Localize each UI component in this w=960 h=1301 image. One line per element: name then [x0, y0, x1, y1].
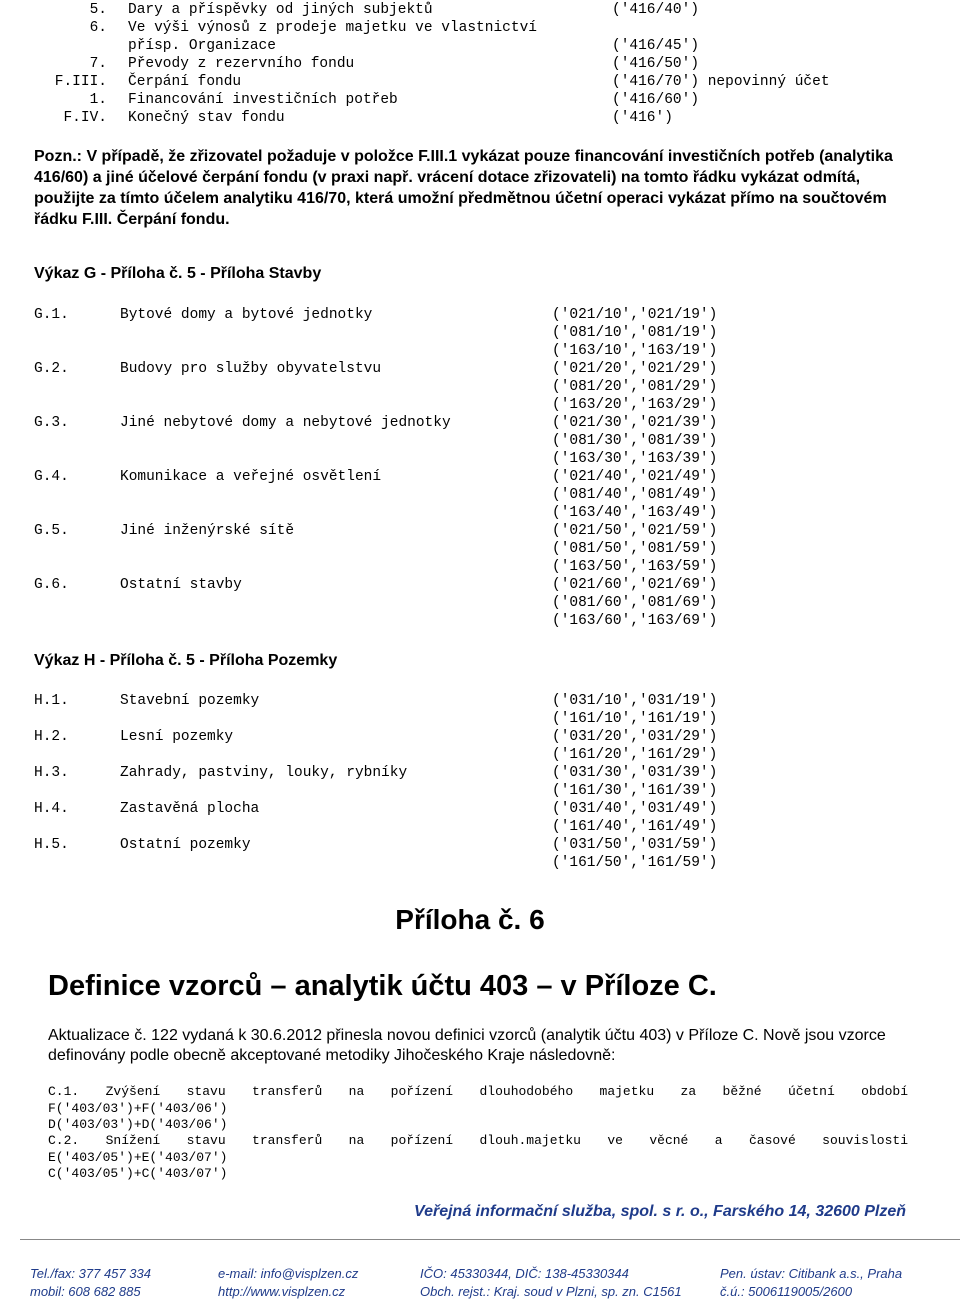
row-account: ('031/20','031/29') [552, 729, 718, 745]
update-paragraph: Aktualizace č. 122 vydaná k 30.6.2012 přinesla novou definici vzorců (analytik účtu 403) v Příloze C. Nově jsou vzorce definovány podle obecně akceptované metodiky Jihočeského Kraje následovně: [48, 1027, 886, 1064]
row-account: ('081/50','081/59') [552, 541, 718, 557]
row-account: ('163/60','163/69') [552, 613, 718, 629]
row-code: G.5. [34, 523, 69, 539]
formula-line: C('403/05')+C('403/07') [48, 1166, 228, 1181]
top-list-label: Ve výši výnosů z prodeje majetku ve vlastnictví [128, 20, 537, 36]
row-account: ('031/50','031/59') [552, 837, 718, 853]
row-account: ('161/50','161/59') [552, 855, 718, 871]
row-label: Lesní pozemky [120, 729, 234, 745]
top-list-label: Konečný stav fondu [128, 110, 285, 126]
footer-company: Veřejná informační služba, spol. s r. o., Farského 14, 32600 Plzeň [414, 1203, 907, 1220]
top-list-code: ('416/50') [612, 56, 700, 72]
formula-line: C.1. Zvýšení stavu transferů na pořízení dlouhodobého majetku za běžné účetní období [48, 1084, 908, 1099]
formula-line: E('403/05')+E('403/07') [48, 1150, 228, 1165]
row-label: Budovy pro služby obyvatelstvu [120, 361, 382, 377]
footer-phone: Tel./fax: 377 457 334 [30, 1266, 151, 1281]
footer-bank-name: Pen. ústav: Citibank a.s., Praha [720, 1266, 903, 1281]
top-list-label: Financování investičních potřeb [128, 92, 398, 108]
row-code: G.1. [34, 307, 69, 323]
footer-divider [20, 1239, 960, 1240]
footer-website[interactable]: http://www.visplzen.cz [218, 1284, 346, 1299]
row-code: G.4. [34, 469, 69, 485]
footer-contact-web [218, 1265, 358, 1301]
top-list-number: F.III. [54, 74, 107, 90]
formula-line: C.2. Snížení stavu transferů na pořízení dlouh.majetku ve věcné a časové souvislosti [48, 1133, 908, 1148]
footer-bank-account: č.ú.: 5006119005/2600 [720, 1284, 853, 1299]
section-h-heading: Výkaz H - Příloha č. 5 - Příloha Pozemky [34, 652, 338, 669]
note-paragraph [34, 146, 914, 230]
row-account: ('081/60','081/69') [552, 595, 718, 611]
footer-mobile: mobil: 608 682 885 [30, 1284, 141, 1299]
formula-line: D('403/03')+D('403/06') [48, 1117, 228, 1132]
row-account: ('021/40','021/49') [552, 469, 718, 485]
note-text: Pozn.: V případě, že zřizovatel požaduje v položce F.III.1 vykázat pouze financování investičních potřeb (analytika 416/60) a jiné účelové čerpání fondu (v praxi např. vrácení dotace zřizovateli) na tomto řádku vykázat odmítá, použijte za tímto účelem analytiku 416/70, která umožní předmětnou účetní operaci vykázat přímo na součtovém řádku F.III. Čerpání fondu. [34, 148, 893, 228]
appendix-title: Příloha č. 6 [395, 904, 545, 935]
top-list-label: přísp. Organizace [128, 38, 276, 54]
row-account: ('161/10','161/19') [552, 711, 718, 727]
top-list-code: ('416/60') [612, 92, 700, 108]
top-list-label: Převody z rezervního fondu [128, 56, 355, 72]
row-label: Ostatní pozemky [120, 837, 251, 853]
row-code: H.3. [34, 765, 69, 781]
top-list-number: 7. [89, 56, 107, 72]
row-account: ('021/30','021/39') [552, 415, 718, 431]
top-list-number: 1. [89, 92, 107, 108]
row-account: ('161/30','161/39') [552, 783, 718, 799]
row-account: ('161/20','161/29') [552, 747, 718, 763]
row-code: H.5. [34, 837, 69, 853]
row-label: Komunikace a veřejné osvětlení [120, 469, 382, 485]
footer-contact-phone [30, 1265, 151, 1301]
footer-registration [420, 1265, 682, 1301]
top-list-code: ('416/70') nepovinný účet [612, 74, 830, 90]
row-label: Zastavěná plocha [120, 801, 260, 817]
row-code: H.2. [34, 729, 69, 745]
row-account: ('163/50','163/59') [552, 559, 718, 575]
row-account: ('081/20','081/29') [552, 379, 718, 395]
footer-email[interactable]: e-mail: info@visplzen.cz [218, 1266, 359, 1281]
row-account: ('021/60','021/69') [552, 577, 718, 593]
row-account: ('161/40','161/49') [552, 819, 718, 835]
footer-bank [720, 1265, 902, 1301]
row-account: ('021/10','021/19') [552, 307, 718, 323]
row-code: H.1. [34, 693, 69, 709]
row-code: G.3. [34, 415, 69, 431]
row-account: ('021/20','021/29') [552, 361, 718, 377]
row-label: Zahrady, pastviny, louky, rybníky [120, 765, 408, 781]
top-list-code: ('416/45') [612, 38, 700, 54]
row-account: ('031/10','031/19') [552, 693, 718, 709]
top-list-code: ('416/40') [612, 2, 700, 18]
row-label: Jiné inženýrské sítě [120, 523, 295, 539]
top-list-number: 6. [89, 20, 107, 36]
row-label: Stavební pozemky [120, 693, 260, 709]
row-account: ('163/20','163/29') [552, 397, 718, 413]
row-account: ('081/10','081/19') [552, 325, 718, 341]
top-list-label: Dary a příspěvky od jiných subjektů [128, 2, 433, 18]
top-list-number: F.IV. [63, 110, 107, 126]
row-code: H.4. [34, 801, 69, 817]
top-list-code: ('416') [612, 110, 673, 126]
row-label: Bytové domy a bytové jednotky [120, 307, 373, 323]
row-account: ('031/30','031/39') [552, 765, 718, 781]
row-account: ('021/50','021/59') [552, 523, 718, 539]
section-g-heading: Výkaz G - Příloha č. 5 - Příloha Stavby [34, 265, 322, 282]
row-code: G.2. [34, 361, 69, 377]
row-account: ('081/30','081/39') [552, 433, 718, 449]
row-label: Ostatní stavby [120, 577, 242, 593]
row-label: Jiné nebytové domy a nebytové jednotky [120, 415, 451, 431]
row-account: ('081/40','081/49') [552, 487, 718, 503]
row-account: ('163/10','163/19') [552, 343, 718, 359]
formula-line: F('403/03')+F('403/06') [48, 1101, 228, 1116]
footer-ico: IČO: 45330344, DIČ: 138-45330344 [420, 1266, 629, 1281]
footer-register: Obch. rejst.: Kraj. soud v Plzni, sp. zn. C1561 [420, 1284, 682, 1299]
top-list-number: 5. [89, 2, 107, 18]
row-code: G.6. [34, 577, 69, 593]
top-list-label: Čerpání fondu [128, 74, 242, 90]
definition-title: Definice vzorců – analytik účtu 403 – v Příloze C. [48, 970, 717, 1002]
row-account: ('163/30','163/39') [552, 451, 718, 467]
row-account: ('163/40','163/49') [552, 505, 718, 521]
row-account: ('031/40','031/49') [552, 801, 718, 817]
